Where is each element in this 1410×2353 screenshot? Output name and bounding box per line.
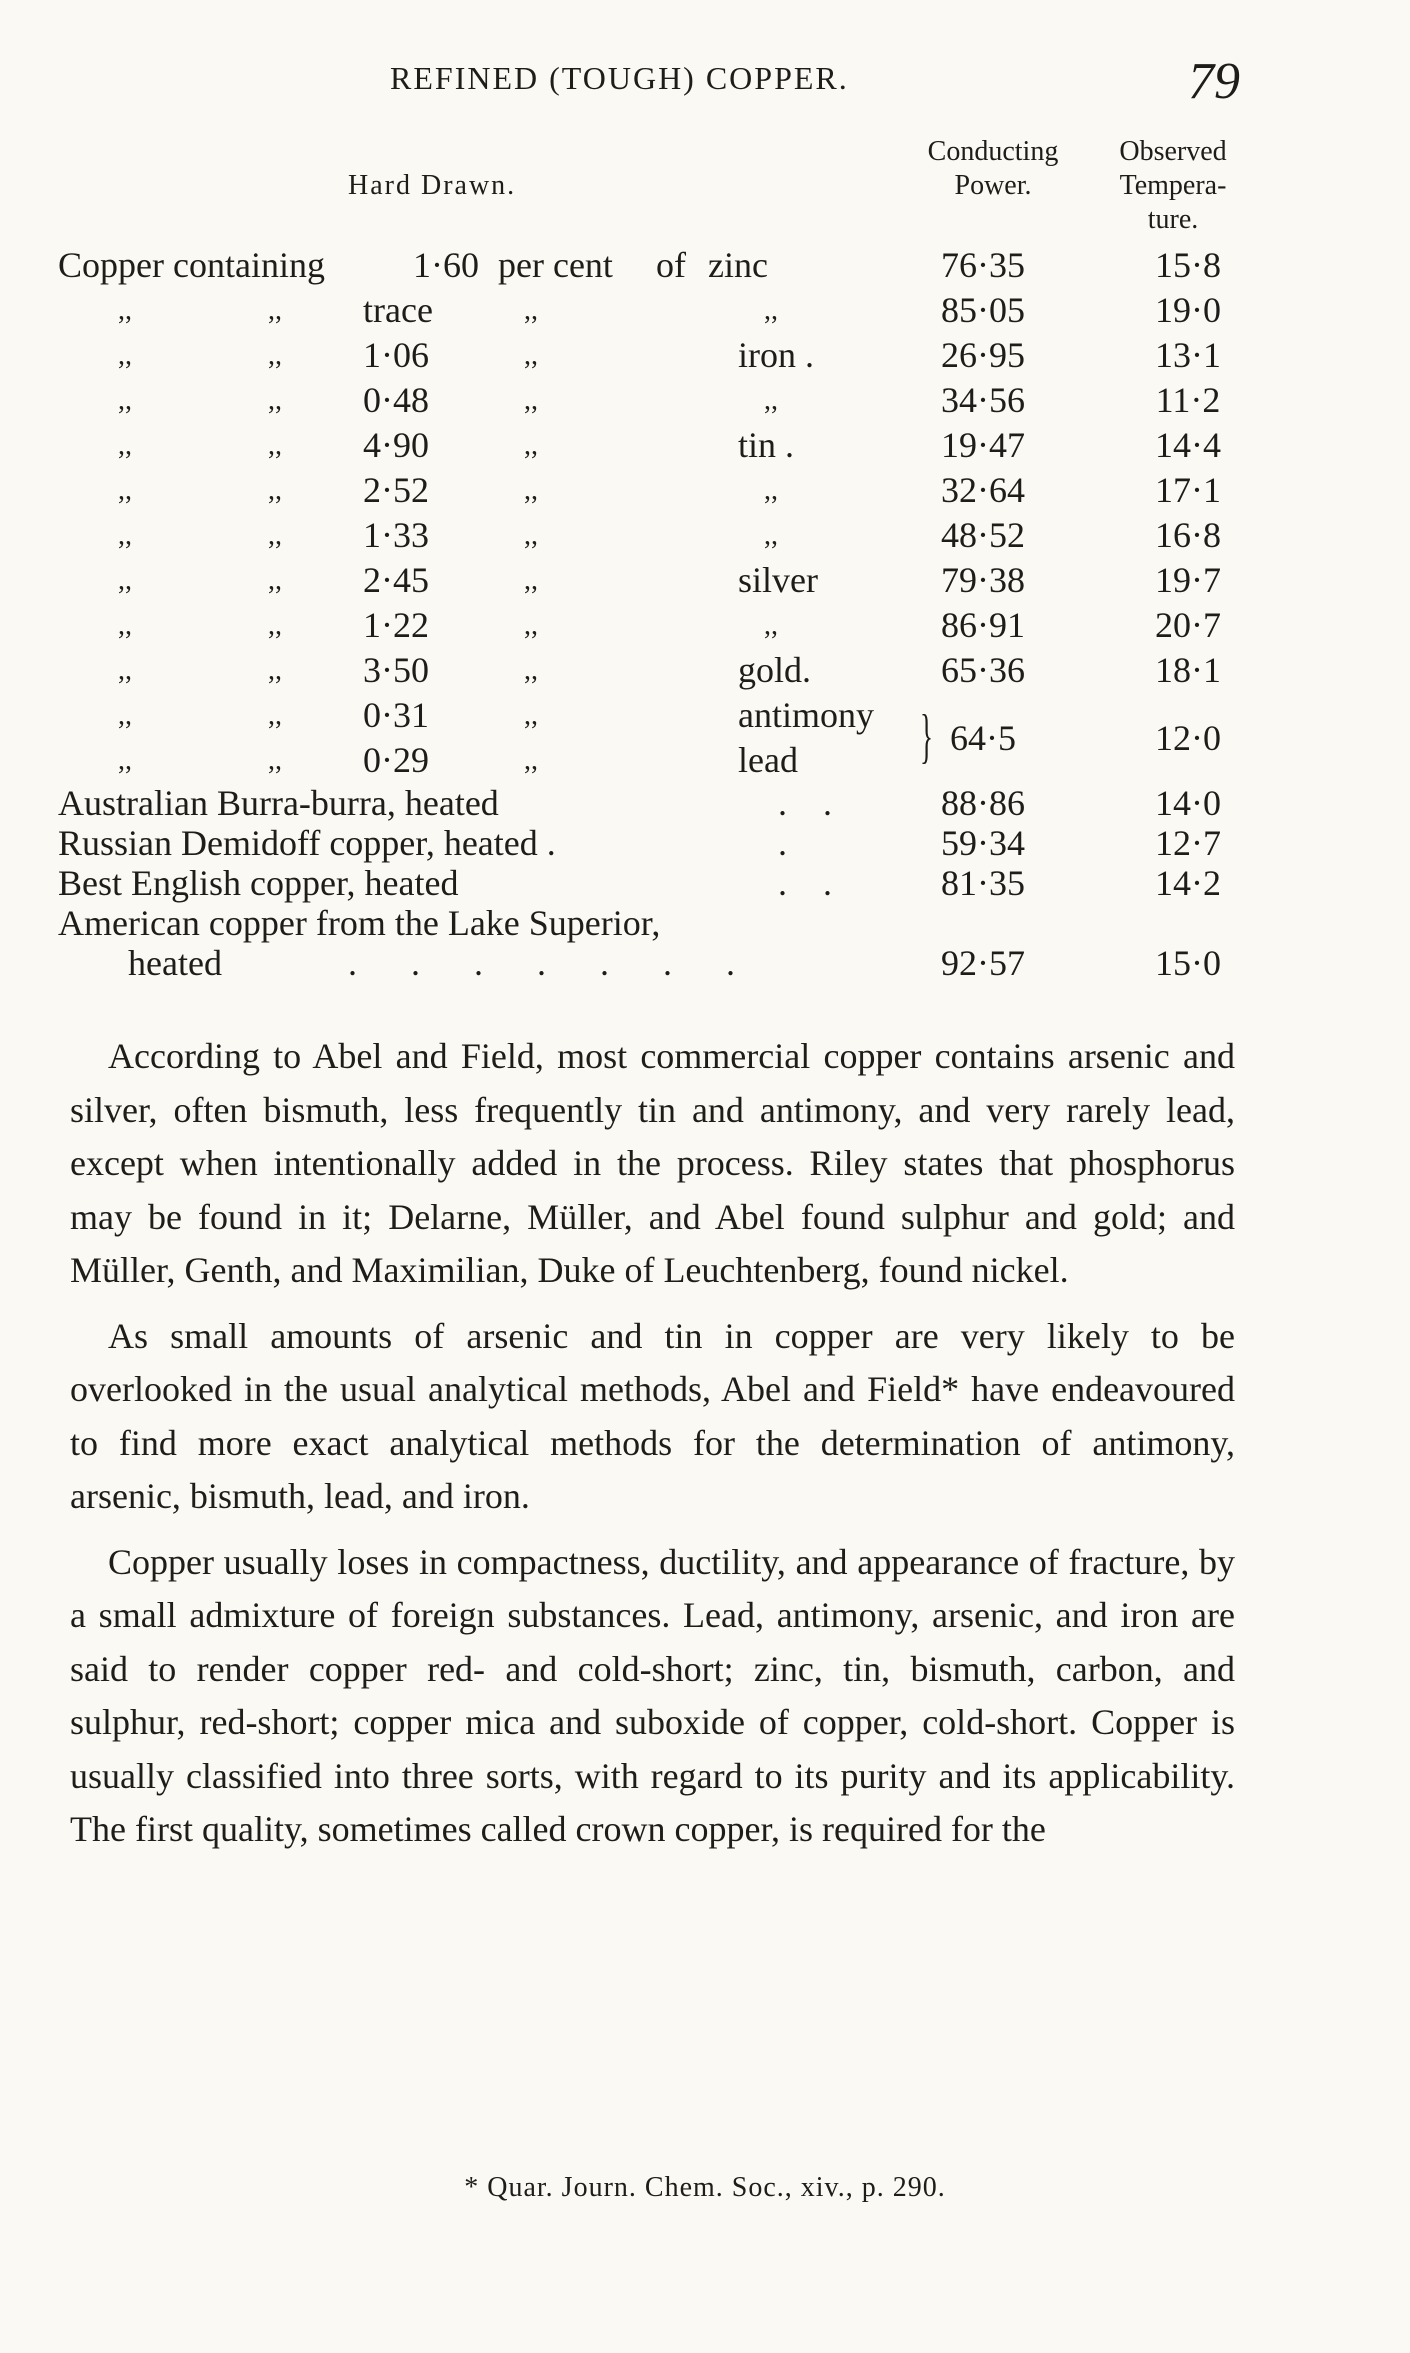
table-row [58, 558, 1243, 603]
column-header-line: Power. [954, 170, 1032, 201]
column-header-line: Conducting [927, 136, 1059, 167]
running-head [390, 52, 1240, 112]
row-temperature: 18·1 [1155, 650, 1221, 690]
table-row [58, 513, 1243, 558]
row-metal: ,, [764, 385, 778, 416]
table-row [58, 243, 1243, 288]
ditto-mark: ,, [118, 700, 132, 731]
paragraph: According to Abel and Field, most commercial copper contains arsenic and silver, often bismuth, less frequently tin and antimony, and very rarely lead, except when intentionally added in the process. Riley states that phosphorus may be found in it; Delarne, Müller, and Abel found sulphur and gold; and Müller, Genth, and Maximilian, Duke of Leuchtenberg, found nickel. [70, 1036, 1235, 1290]
ditto-mark: ,, [118, 340, 132, 371]
row-of: of [656, 245, 686, 285]
row-conducting-power: 85·05 [941, 290, 1025, 330]
row-temperature: 16·8 [1155, 515, 1221, 555]
ditto-mark: ,, [268, 520, 282, 551]
ditto-mark: ,, [118, 745, 132, 776]
ditto-mark: ,, [524, 295, 538, 326]
leader-dots: . [778, 823, 823, 863]
row-conducting-power: 26·95 [941, 335, 1025, 375]
ditto-mark: ,, [524, 565, 538, 596]
row-amount: 2·45 [363, 560, 429, 600]
table-row [58, 943, 1243, 983]
row-conducting-power: 79·38 [941, 560, 1025, 600]
ditto-mark: ,, [524, 700, 538, 731]
row-amount: 1·60 [413, 245, 479, 285]
row-temperature: 12·7 [1155, 823, 1221, 863]
row-conducting-power: 64·5 [950, 718, 1016, 758]
row-metal: ,, [764, 295, 778, 326]
row-conducting-power: 76·35 [941, 245, 1025, 285]
row-temperature: 13·1 [1155, 335, 1221, 375]
row-conducting-power: 19·47 [941, 425, 1025, 465]
row-conducting-power: 81·35 [941, 863, 1025, 903]
row-description: Australian Burra-burra, heated [58, 783, 499, 823]
row-temperature: 14·2 [1155, 863, 1221, 903]
table-row [58, 603, 1243, 648]
row-temperature: 20·7 [1155, 605, 1221, 645]
row-metal: tin . [738, 425, 795, 465]
ditto-mark: ,, [268, 745, 282, 776]
table-row [58, 648, 1243, 693]
row-description: heated [128, 943, 222, 983]
row-metal: ,, [764, 610, 778, 641]
ditto-mark: ,, [268, 655, 282, 686]
row-description: Best English copper, heated [58, 863, 459, 903]
paragraph: As small amounts of arsenic and tin in copper are very likely to be overlooked in the usual analytical methods, Abel and Field* have endeavoured to find more exact analytical methods for the determination of antimony, arsenic, bismuth, lead, and iron. [70, 1315, 1235, 1516]
row-metal: gold. [738, 650, 812, 690]
footnote: * Quar. Journ. Chem. Soc., xiv., p. 290. [464, 2172, 946, 2203]
conductivity-table [58, 135, 1243, 983]
ditto-mark: ,, [118, 520, 132, 551]
paragraph: Copper usually loses in compactness, ductility, and appearance of fracture, by a small admixture of foreign substances. Lead, antimony, arsenic, and iron are said to render copper red- and cold-short; zinc, tin, bismuth, carbon, and sulphur, red-short; copper mica and suboxide of copper, cold-short. Copper is usually classified into three sorts, with regard to its purity and its applicability. The first quality, sometimes called crown copper, is required for the [70, 1541, 1235, 1849]
ditto-mark: ,, [268, 565, 282, 596]
row-conducting-power: 48·52 [941, 515, 1025, 555]
page-number: 79 [1188, 53, 1240, 110]
ditto-mark: ,, [268, 610, 282, 641]
table-header [58, 135, 1243, 243]
row-metal: iron . [738, 335, 814, 375]
row-amount: 1·33 [363, 515, 429, 555]
column-header-line: ture. [1147, 204, 1199, 235]
row-metal: antimony [738, 695, 874, 735]
ditto-mark: ,, [118, 475, 132, 506]
ditto-mark: ,, [118, 430, 132, 461]
ditto-mark: ,, [268, 430, 282, 461]
row-amount: 1·06 [363, 335, 429, 375]
row-metal: lead [738, 740, 798, 780]
row-amount: 0·31 [363, 695, 429, 735]
table-row [58, 823, 1243, 863]
row-amount: 1·22 [363, 605, 429, 645]
ditto-mark: ,, [524, 745, 538, 776]
ditto-mark: ,, [524, 520, 538, 551]
row-conducting-power: 92·57 [941, 943, 1025, 983]
row-metal: silver [738, 560, 818, 600]
ditto-mark: ,, [118, 295, 132, 326]
row-label: Copper containing [58, 245, 325, 285]
row-amount: 2·52 [363, 470, 429, 510]
table-row [58, 423, 1243, 468]
row-metal: ,, [764, 520, 778, 551]
row-amount: 0·29 [363, 740, 429, 780]
row-temperature: 14·4 [1155, 425, 1221, 465]
row-temperature: 15·8 [1155, 245, 1221, 285]
ditto-mark: ,, [268, 340, 282, 371]
row-conducting-power: 86·91 [941, 605, 1025, 645]
row-metal: zinc [708, 245, 768, 285]
row-description: Russian Demidoff copper, heated . [58, 823, 556, 863]
table-body [58, 243, 1243, 983]
leader-dots: .. [778, 863, 868, 903]
row-temperature: 17·1 [1155, 470, 1221, 510]
table-row [58, 903, 1243, 943]
column-header-line: Observed [1119, 136, 1227, 167]
row-conducting-power: 65·36 [941, 650, 1025, 690]
row-amount: 0·48 [363, 380, 429, 420]
ditto-mark: ,, [118, 385, 132, 416]
ditto-mark: ,, [524, 340, 538, 371]
row-amount: 3·50 [363, 650, 429, 690]
ditto-mark: ,, [268, 700, 282, 731]
table-row [58, 333, 1243, 378]
ditto-mark: ,, [524, 475, 538, 506]
row-temperature: 15·0 [1155, 943, 1221, 983]
ditto-mark: ,, [268, 295, 282, 326]
ditto-mark: ,, [524, 655, 538, 686]
row-temperature: 11·2 [1155, 380, 1221, 420]
body-text [70, 1030, 1235, 1869]
row-description: American copper from the Lake Superior, [58, 903, 661, 943]
row-temperature: 19·7 [1155, 560, 1221, 600]
table-row [58, 288, 1243, 333]
row-conducting-power: 59·34 [941, 823, 1025, 863]
ditto-mark: ,, [118, 565, 132, 596]
brace-mark: } [920, 703, 933, 769]
row-unit: per cent [498, 245, 613, 285]
row-temperature: 12·0 [1155, 718, 1221, 758]
row-metal: ,, [764, 475, 778, 506]
ditto-mark: ,, [524, 385, 538, 416]
ditto-mark: ,, [524, 430, 538, 461]
row-conducting-power: 32·64 [941, 470, 1025, 510]
ditto-mark: ,, [118, 655, 132, 686]
row-conducting-power: 88·86 [941, 783, 1025, 823]
running-title: REFINED (TOUGH) COPPER. [390, 60, 849, 96]
table-heading: Hard Drawn. [348, 170, 517, 201]
table-row [58, 378, 1243, 423]
leader-dots: ....... [348, 943, 789, 983]
table-row [58, 468, 1243, 513]
row-temperature: 19·0 [1155, 290, 1221, 330]
ditto-mark: ,, [268, 475, 282, 506]
leader-dots: .. [778, 783, 868, 823]
row-amount: trace [363, 290, 433, 330]
ditto-mark: ,, [524, 610, 538, 641]
ditto-mark: ,, [268, 385, 282, 416]
row-temperature: 14·0 [1155, 783, 1221, 823]
column-header-line: Tempera- [1119, 170, 1227, 201]
column-header-temperature [1068, 135, 1278, 237]
table-row [58, 863, 1243, 903]
row-amount: 4·90 [363, 425, 429, 465]
row-conducting-power: 34·56 [941, 380, 1025, 420]
table-row [58, 783, 1243, 823]
ditto-mark: ,, [118, 610, 132, 641]
